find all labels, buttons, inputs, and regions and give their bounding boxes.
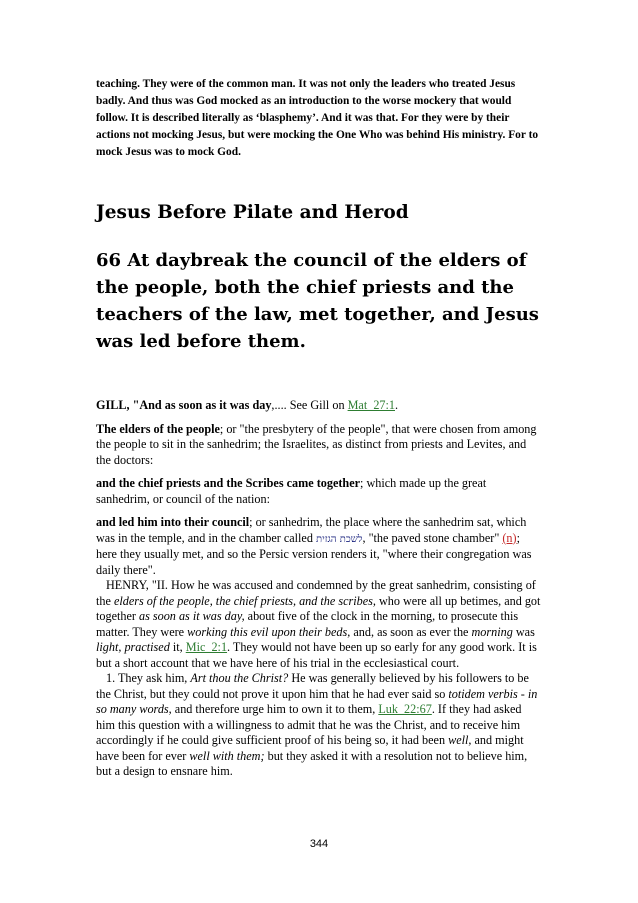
section-heading: Jesus Before Pilate and Herod: [96, 202, 409, 223]
gill-paragraph-1: The elders of the people; or "the presbytery of the people", that were chosen from among the people to sit in the sanhedrim; the Israelites, as distinct from priests and Levites, and the doctors:: [96, 421, 537, 467]
gill-lead: GILL, "And as soon as it was day,.... See Gill on Mat_27:1.: [96, 398, 399, 412]
henry-commentary: [96, 578, 542, 780]
ref-link-mic-2-1[interactable]: Mic_2:1: [185, 640, 228, 654]
hebrew-term: לשכת הגזית: [315, 533, 363, 545]
page-number: 344: [309, 838, 329, 850]
henry-paragraph-2: 1. They ask him, Art thou the Christ? He was generally believed by his followers to be the Christ, but they could not prove it upon him that he had ever said so totidem verbis - in so many words, and therefore urge him to own it to them, Luk_22:67. If they had asked him this question with a willingness to admit that he was the Christ, and to receive him accordingly if he could give sufficient proof of his being so, it had been well, and might have been for ever well with them; but they asked it with a resolution not to believe him, but a design to ensnare him.: [96, 671, 538, 778]
ref-link-mat-27-1[interactable]: Mat_27:1: [347, 398, 395, 412]
gill-paragraph-3: and led him into their council; or sanhedrim, the place where the sanhedrim sat, which was in the temple, and in the chamber called לשכת הגזית, "the paved stone chamber" (n); here they usually met, and so the Persic version renders it, "where their congregation was daily there".: [96, 515, 532, 577]
verse-text: 66 At daybreak the council of the elders of the people, both the chief priests and the teachers of the law, met together, and Jesus was led before them.: [96, 250, 539, 352]
ref-link-luk-22-67[interactable]: Luk_22:67: [378, 702, 432, 716]
henry-paragraph-1: HENRY, "II. How he was accused and condemned by the great sanhedrim, consisting of the elders of the people, the chief priests, and the scribes, who were all up betimes, and got together as soon as it was day, about five of the clock in the morning, to prosecute this matter. They were working this evil upon their beds, and, as soon as ever the morning was light, practised it, Mic_2:1. They would not have been up so early for any good work. It is but a short account that we have here of his trial in the ecclesiastical court.: [96, 578, 541, 670]
intro-paragraph: teaching. They were of the common man. It was not only the leaders who treated Jesus badly. And thus was God mocked as an introduction to the worse mockery that would follow. It is described literally as ‘blasphemy’. And it was that. For they were by their actions not mocking Jesus, but were mocking the One Who was behind His ministry. For to mock Jesus was to mock God.: [96, 78, 539, 158]
gill-lead-bold: GILL, "And as soon as it was day: [96, 398, 272, 412]
gill-paragraph-2: and the chief priests and the Scribes came together; which made up the great sanhedrim, or council of the nation:: [96, 476, 487, 506]
gill-commentary: [96, 398, 542, 586]
footnote-link-n[interactable]: (n): [502, 530, 517, 545]
